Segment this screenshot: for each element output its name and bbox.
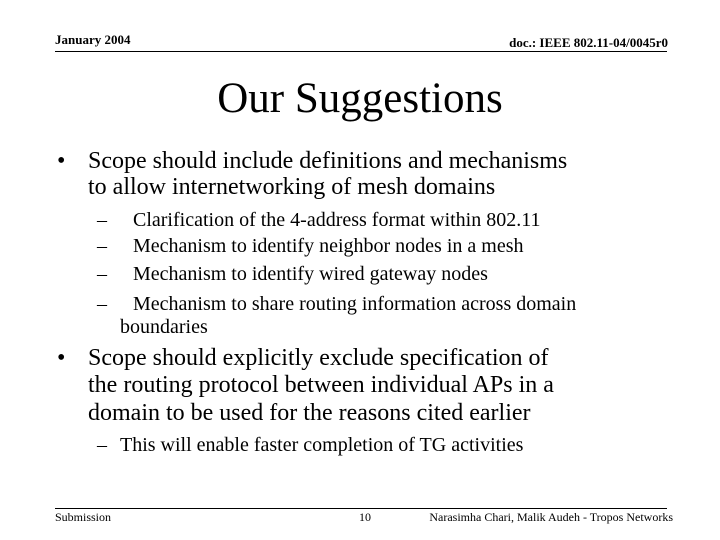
footer-divider bbox=[55, 508, 667, 509]
bullet-1-line-2: to allow internetworking of mesh domains bbox=[88, 174, 496, 200]
dash-marker: – bbox=[97, 263, 107, 285]
sub-item-continuation: boundaries bbox=[120, 316, 208, 338]
dash-marker: – bbox=[97, 235, 107, 257]
footer-authors: Narasimha Chari, Malik Audeh - Tropos Networks bbox=[429, 510, 673, 524]
dash-marker: – bbox=[97, 434, 107, 456]
header-date: January 2004 bbox=[55, 32, 131, 47]
sub-item: Mechanism to identify wired gateway nodes bbox=[133, 263, 488, 285]
bullet-2-line-1: Scope should explicitly exclude specification of bbox=[88, 345, 549, 371]
header-doc-id: doc.: IEEE 802.11-04/0045r0 bbox=[509, 35, 668, 50]
footer-submission: Submission bbox=[55, 510, 112, 524]
dash-marker: – bbox=[97, 209, 107, 231]
sub-item: This will enable faster completion of TG activities bbox=[120, 434, 524, 456]
bullet-2-line-3: domain to be used for the reasons cited earlier bbox=[88, 400, 531, 426]
bullet-2-line-2: the routing protocol between individual APs in a bbox=[88, 372, 554, 398]
sub-item: Mechanism to identify neighbor nodes in a mesh bbox=[133, 235, 524, 257]
bullet-1-line-1: Scope should include definitions and mechanisms bbox=[88, 148, 568, 174]
bullet-marker: • bbox=[57, 345, 66, 371]
sub-item: Mechanism to share routing information across domain bbox=[133, 293, 577, 315]
slide-title: Our Suggestions bbox=[217, 75, 503, 122]
page-number: 10 bbox=[359, 510, 371, 524]
bullet-marker: • bbox=[57, 148, 66, 174]
header-divider bbox=[55, 51, 667, 52]
sub-item: Clarification of the 4-address format within 802.11 bbox=[133, 209, 541, 231]
dash-marker: – bbox=[97, 293, 107, 315]
